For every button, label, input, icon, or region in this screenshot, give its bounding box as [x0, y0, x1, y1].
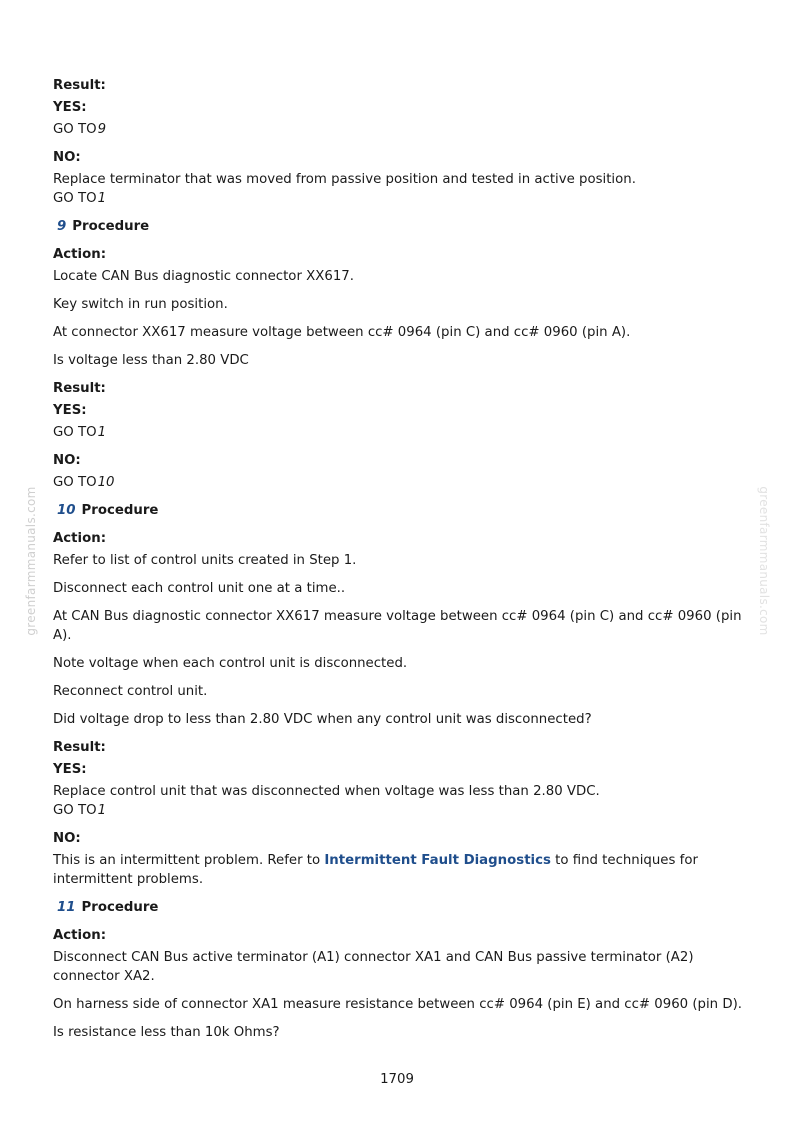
goto-step-link[interactable]: 1	[97, 803, 107, 818]
no-text	[53, 851, 753, 889]
goto-step-link[interactable]: 1	[97, 191, 107, 206]
goto-step-link[interactable]: 10	[97, 475, 115, 490]
goto-line	[53, 423, 753, 442]
goto-text: GO TO	[53, 803, 97, 818]
watermark-left: greenfarmmanuals.com	[24, 486, 38, 636]
yes-text: Replace control unit that was disconnected when voltage was less than 2.80 VDC.	[53, 784, 600, 799]
no-text-before: This is an intermittent problem. Refer to	[53, 853, 325, 868]
step-11-heading	[53, 898, 753, 917]
no-label: NO:	[53, 453, 81, 468]
step-9-heading	[53, 217, 753, 236]
action-text: Is voltage less than 2.80 VDC	[53, 353, 249, 368]
no-text: Replace terminator that was moved from passive position and tested in active position.	[53, 172, 636, 187]
goto-text: GO TO	[53, 425, 97, 440]
yes-label: YES:	[53, 403, 87, 418]
action-label: Action:	[53, 247, 107, 262]
result-label: Result:	[53, 740, 106, 755]
goto-line	[53, 801, 753, 820]
action-text: Key switch in run position.	[53, 297, 228, 312]
action-text: Refer to list of control units created in Step 1.	[53, 553, 357, 568]
page-number: 1709	[380, 1072, 414, 1087]
yes-label: YES:	[53, 100, 87, 115]
watermark-right: greenfarmmanuals.com	[757, 486, 771, 636]
no-text-after: to find techniques for intermittent problems.	[53, 853, 698, 887]
procedure-title: Procedure	[81, 900, 159, 915]
action-text: Reconnect control unit.	[53, 684, 208, 699]
step-10-heading	[53, 501, 753, 520]
procedure-title: Procedure	[81, 503, 159, 518]
action-text: Disconnect each control unit one at a time..	[53, 581, 346, 596]
procedure-title: Procedure	[72, 219, 150, 234]
goto-line	[53, 189, 753, 208]
goto-step-link[interactable]: 1	[97, 425, 107, 440]
action-text: Is resistance less than 10k Ohms?	[53, 1025, 280, 1040]
goto-text: GO TO	[53, 475, 97, 490]
document-body	[53, 76, 753, 1042]
intermittent-fault-diagnostics-link[interactable]: Intermittent Fault Diagnostics	[324, 853, 551, 868]
action-text: Did voltage drop to less than 2.80 VDC when any control unit was disconnected?	[53, 712, 592, 727]
no-label: NO:	[53, 150, 81, 165]
goto-text: GO TO	[53, 122, 97, 137]
action-text: On harness side of connector XA1 measure resistance between cc# 0964 (pin E) and cc# 0960 (pin D).	[53, 997, 742, 1012]
goto-step-link[interactable]: 9	[97, 122, 107, 137]
result-label: Result:	[53, 78, 106, 93]
no-label: NO:	[53, 831, 81, 846]
action-label: Action:	[53, 928, 107, 943]
result-label: Result:	[53, 381, 106, 396]
action-text: Locate CAN Bus diagnostic connector XX617.	[53, 269, 354, 284]
goto-line	[53, 120, 753, 139]
action-label: Action:	[53, 531, 107, 546]
goto-text: GO TO	[53, 191, 97, 206]
action-text: At CAN Bus diagnostic connector XX617 measure voltage between cc# 0964 (pin C) and cc# 0960 (pin A).	[53, 609, 742, 643]
action-text: Disconnect CAN Bus active terminator (A1) connector XA1 and CAN Bus passive terminator (A2) connector XA2.	[53, 950, 694, 984]
action-text: Note voltage when each control unit is disconnected.	[53, 656, 408, 671]
goto-line	[53, 473, 753, 492]
step-number: 11	[57, 900, 76, 915]
action-text: At connector XX617 measure voltage between cc# 0964 (pin C) and cc# 0960 (pin A).	[53, 325, 631, 340]
step-number: 10	[57, 503, 76, 518]
yes-label: YES:	[53, 762, 87, 777]
step-number: 9	[57, 219, 67, 234]
